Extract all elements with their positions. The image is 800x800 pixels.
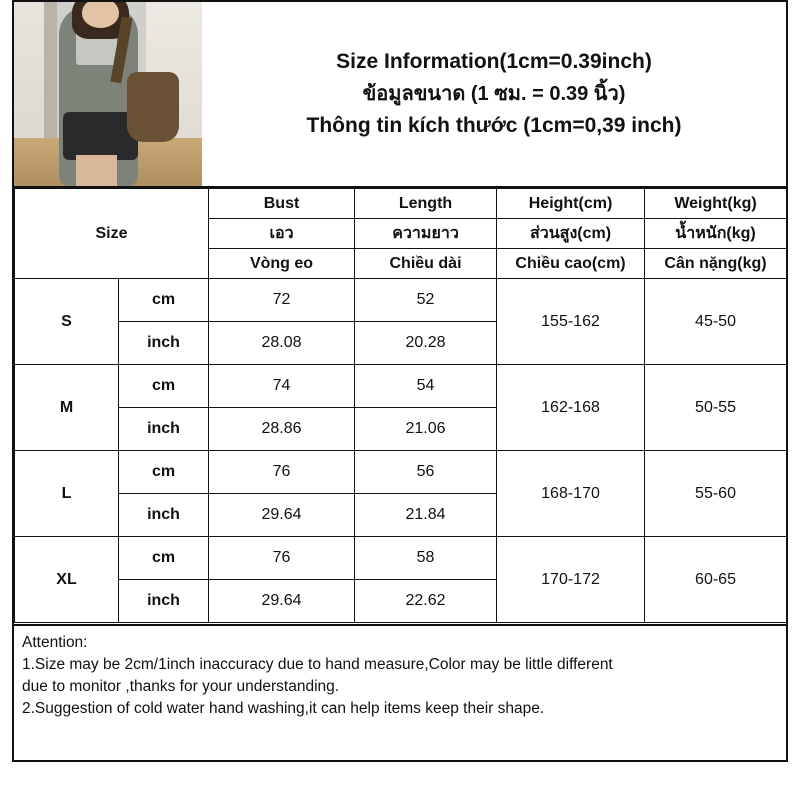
row-size-xl: XL — [15, 537, 119, 623]
header-bust-th: เอว — [209, 219, 355, 249]
cell-bust-cm-s: 72 — [209, 279, 355, 322]
header-height-th: ส่วนสูง(cm) — [497, 219, 645, 249]
attention-line-2: due to monitor ,thanks for your understanding. — [22, 677, 340, 695]
row-unit-inch: inch — [119, 494, 209, 537]
header-weight-th: น้ำหนัก(kg) — [645, 219, 787, 249]
cell-length-inch-l: 21.84 — [355, 494, 497, 537]
cell-weight-s: 45-50 — [645, 279, 787, 365]
cell-length-inch-xl: 22.62 — [355, 580, 497, 623]
cell-bust-cm-l: 76 — [209, 451, 355, 494]
cell-length-cm-s: 52 — [355, 279, 497, 322]
row-unit-inch: inch — [119, 322, 209, 365]
attention-line-1: 1.Size may be 2cm/1inch inaccuracy due to hand measure,Color may be little different — [22, 655, 613, 673]
row-unit-cm: cm — [119, 537, 209, 580]
cell-length-cm-m: 54 — [355, 365, 497, 408]
row-unit-inch: inch — [119, 580, 209, 623]
header-length-vi: Chiều dài — [355, 249, 497, 279]
cell-bust-inch-xl: 29.64 — [209, 580, 355, 623]
cell-weight-xl: 60-65 — [645, 537, 787, 623]
cell-height-xl: 170-172 — [497, 537, 645, 623]
row-size-m: M — [15, 365, 119, 451]
attention-line-3: 2.Suggestion of cold water hand washing,it can help items keep their shape. — [22, 699, 545, 717]
row-unit-cm: cm — [119, 451, 209, 494]
cell-length-inch-s: 20.28 — [355, 322, 497, 365]
cell-bust-cm-m: 74 — [209, 365, 355, 408]
header-size-label: Size — [15, 189, 209, 279]
cell-bust-inch-m: 28.86 — [209, 408, 355, 451]
photo-doorframe — [44, 2, 57, 157]
cell-height-s: 155-162 — [497, 279, 645, 365]
size-table — [14, 188, 787, 623]
cell-bust-inch-l: 29.64 — [209, 494, 355, 537]
header-height-vi: Chiều cao(cm) — [497, 249, 645, 279]
cell-bust-inch-s: 28.08 — [209, 322, 355, 365]
row-size-l: L — [15, 451, 119, 537]
model-photo-illustration — [14, 2, 202, 186]
cell-bust-cm-xl: 76 — [209, 537, 355, 580]
table-row — [15, 537, 787, 580]
row-unit-inch: inch — [119, 408, 209, 451]
attention-heading: Attention: — [22, 634, 88, 651]
header-section — [14, 2, 786, 188]
attention-section — [14, 624, 786, 760]
cell-weight-l: 55-60 — [645, 451, 787, 537]
row-unit-cm: cm — [119, 365, 209, 408]
header-height-en: Height(cm) — [497, 189, 645, 219]
header-bust-en: Bust — [209, 189, 355, 219]
table-header-row-en — [15, 189, 787, 219]
title-block — [202, 2, 786, 186]
model-photo — [14, 2, 202, 186]
cell-length-cm-xl: 58 — [355, 537, 497, 580]
page-bottom-margin — [0, 762, 800, 800]
photo-handbag — [127, 72, 180, 142]
cell-height-l: 168-170 — [497, 451, 645, 537]
header-bust-vi: Vòng eo — [209, 249, 355, 279]
table-row — [15, 451, 787, 494]
header-length-en: Length — [355, 189, 497, 219]
title-vietnamese: Thông tin kích thước (1cm=0,39 inch) — [306, 113, 682, 137]
cell-length-cm-l: 56 — [355, 451, 497, 494]
cell-height-m: 162-168 — [497, 365, 645, 451]
cell-weight-m: 50-55 — [645, 365, 787, 451]
title-english: Size Information(1cm=0.39inch) — [336, 50, 652, 74]
header-weight-en: Weight(kg) — [645, 189, 787, 219]
header-weight-vi: Cân nặng(kg) — [645, 249, 787, 279]
row-size-s: S — [15, 279, 119, 365]
cell-length-inch-m: 21.06 — [355, 408, 497, 451]
table-row — [15, 365, 787, 408]
size-chart-frame — [12, 0, 788, 762]
photo-model-legs — [76, 155, 117, 186]
header-length-th: ความยาว — [355, 219, 497, 249]
title-thai: ข้อมูลขนาด (1 ซม. = 0.39 นิ้ว) — [362, 82, 626, 105]
row-unit-cm: cm — [119, 279, 209, 322]
table-row — [15, 279, 787, 322]
